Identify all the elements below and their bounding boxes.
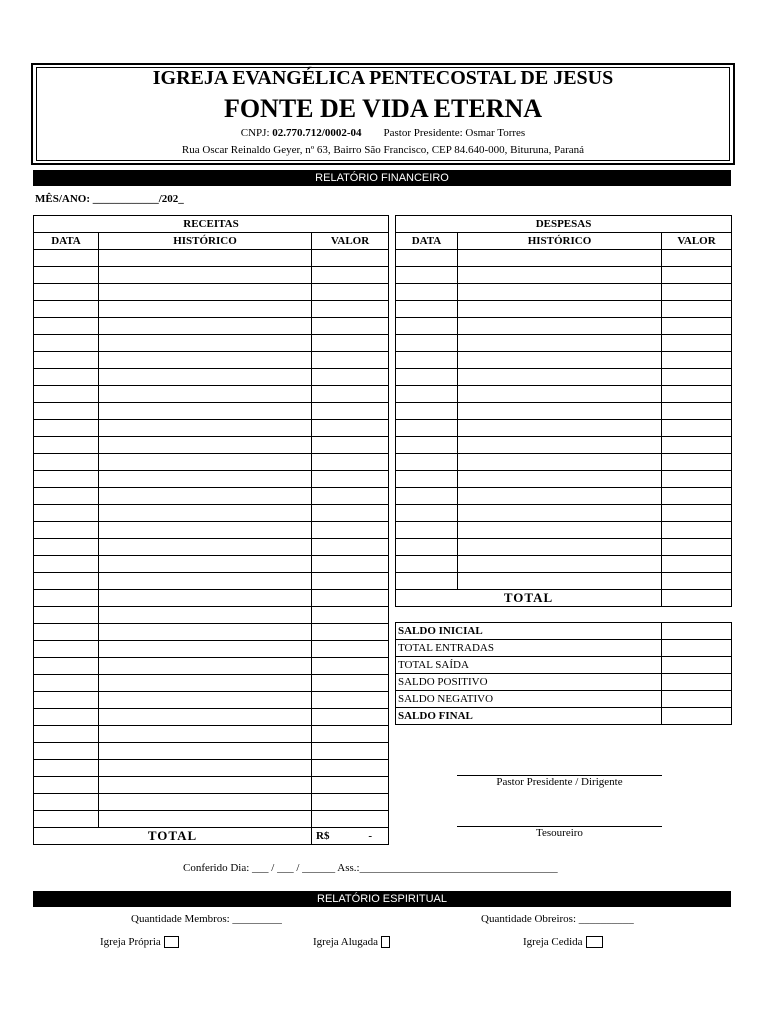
igreja-cedida-option[interactable] (523, 936, 603, 948)
despesas-row (396, 284, 732, 301)
saldo-row (396, 674, 732, 691)
despesas-cell-data[interactable] (396, 386, 458, 403)
saldo-row (396, 691, 732, 708)
receitas-cell-valor[interactable] (312, 437, 389, 454)
despesas-row (396, 454, 732, 471)
despesas-row (396, 488, 732, 505)
despesas-cell-valor[interactable] (662, 250, 732, 267)
receitas-cell-historico[interactable] (99, 573, 312, 590)
saldo-inicial-label: SALDO INICIAL (396, 623, 662, 640)
saldo-positivo-label: SALDO POSITIVO (396, 674, 662, 691)
receitas-cell-valor[interactable] (312, 471, 389, 488)
igreja-cedida-checkbox[interactable] (586, 936, 603, 948)
receitas-cell-data[interactable] (34, 760, 99, 777)
despesas-row (396, 556, 732, 573)
despesas-cell-valor[interactable] (662, 556, 732, 573)
despesas-cell-valor[interactable] (662, 454, 732, 471)
receitas-col-valor: VALOR (312, 233, 389, 250)
receitas-row (34, 726, 389, 743)
receitas-cell-historico[interactable] (99, 454, 312, 471)
receitas-row (34, 386, 389, 403)
receitas-cell-data[interactable] (34, 692, 99, 709)
conferido-line[interactable]: Conferido Dia: ___ / ___ / ______ Ass.:____________________________________ (183, 862, 558, 874)
receitas-cell-historico[interactable] (99, 352, 312, 369)
despesas-cell-historico[interactable] (458, 488, 662, 505)
despesas-row (396, 301, 732, 318)
receitas-cell-historico[interactable] (99, 335, 312, 352)
receitas-cell-valor[interactable] (312, 454, 389, 471)
saldo-table (395, 622, 732, 725)
igreja-alugada-checkbox[interactable] (381, 936, 390, 948)
receitas-cell-data[interactable] (34, 335, 99, 352)
despesas-cell-valor[interactable] (662, 386, 732, 403)
despesas-cell-valor[interactable] (662, 284, 732, 301)
receitas-cell-valor[interactable] (312, 607, 389, 624)
despesas-cell-historico[interactable] (458, 556, 662, 573)
address-line: Rua Oscar Reinaldo Geyer, nº 63, Bairro São Francisco, CEP 84.640-000, Bituruna, Paraná (181, 144, 585, 156)
receitas-cell-data[interactable] (34, 318, 99, 335)
receitas-cell-historico[interactable] (99, 488, 312, 505)
receitas-row (34, 437, 389, 454)
despesas-cell-data[interactable] (396, 454, 458, 471)
receitas-cell-valor[interactable] (312, 420, 389, 437)
receitas-title: RECEITAS (34, 216, 389, 233)
despesas-cell-historico[interactable] (458, 284, 662, 301)
despesas-cell-valor[interactable] (662, 505, 732, 522)
receitas-cell-historico[interactable] (99, 301, 312, 318)
receitas-cell-historico[interactable] (99, 811, 312, 828)
receitas-cell-valor[interactable] (312, 590, 389, 607)
despesas-row (396, 437, 732, 454)
receitas-cell-valor[interactable] (312, 301, 389, 318)
receitas-cell-data[interactable] (34, 709, 99, 726)
despesas-row (396, 539, 732, 556)
despesas-cell-historico[interactable] (458, 335, 662, 352)
receitas-row (34, 250, 389, 267)
church-title: IGREJA EVANGÉLICA PENTECOSTAL DE JESUS (152, 67, 614, 89)
receitas-col-historico: HISTÓRICO (99, 233, 312, 250)
receitas-row (34, 539, 389, 556)
receitas-header-row (34, 233, 389, 250)
receitas-cell-valor[interactable] (312, 369, 389, 386)
receitas-cell-valor[interactable] (312, 675, 389, 692)
receitas-cell-historico[interactable] (99, 641, 312, 658)
receitas-cell-data[interactable] (34, 488, 99, 505)
despesas-cell-historico[interactable] (458, 369, 662, 386)
despesas-row (396, 522, 732, 539)
receitas-cell-data[interactable] (34, 641, 99, 658)
receitas-cell-historico[interactable] (99, 624, 312, 641)
receitas-cell-valor[interactable] (312, 811, 389, 828)
receitas-total-row (34, 828, 389, 845)
despesas-row (396, 573, 732, 590)
despesas-cell-historico[interactable] (458, 301, 662, 318)
receitas-cell-valor[interactable] (312, 641, 389, 658)
despesas-row (396, 369, 732, 386)
receitas-row (34, 403, 389, 420)
receitas-row (34, 369, 389, 386)
despesas-cell-data[interactable] (396, 250, 458, 267)
despesas-cell-data[interactable] (396, 488, 458, 505)
despesas-cell-data[interactable] (396, 318, 458, 335)
receitas-row (34, 641, 389, 658)
receitas-cell-historico[interactable] (99, 471, 312, 488)
receitas-table (33, 215, 389, 845)
despesas-cell-valor[interactable] (662, 471, 732, 488)
saldo-inicial-value[interactable] (662, 623, 732, 640)
receitas-row (34, 573, 389, 590)
despesas-cell-data[interactable] (396, 556, 458, 573)
despesas-cell-valor[interactable] (662, 352, 732, 369)
receitas-cell-data[interactable] (34, 403, 99, 420)
saldo-negativo-label: SALDO NEGATIVO (396, 691, 662, 708)
despesas-cell-historico[interactable] (458, 267, 662, 284)
despesas-cell-valor[interactable] (662, 403, 732, 420)
despesas-cell-valor[interactable] (662, 267, 732, 284)
receitas-total-value: - (368, 830, 372, 842)
despesas-row (396, 420, 732, 437)
despesas-table (395, 215, 732, 607)
despesas-row (396, 250, 732, 267)
receitas-row (34, 352, 389, 369)
igreja-alugada-label: Igreja Alugada (313, 936, 379, 948)
receitas-cell-historico[interactable] (99, 539, 312, 556)
receitas-row (34, 335, 389, 352)
despesas-cell-valor[interactable] (662, 318, 732, 335)
receitas-cell-data[interactable] (34, 811, 99, 828)
receitas-cell-historico[interactable] (99, 777, 312, 794)
receitas-total-value-cell[interactable] (312, 828, 389, 845)
month-year-field[interactable]: MÊS/ANO: ____________/202_ (35, 193, 184, 205)
receitas-cell-data[interactable] (34, 539, 99, 556)
receitas-cell-data[interactable] (34, 777, 99, 794)
despesas-header-row (396, 233, 732, 250)
despesas-row (396, 352, 732, 369)
receitas-cell-valor[interactable] (312, 267, 389, 284)
receitas-cell-data[interactable] (34, 369, 99, 386)
despesas-col-valor: VALOR (662, 233, 732, 250)
receitas-cell-valor[interactable] (312, 624, 389, 641)
receitas-cell-data[interactable] (34, 573, 99, 590)
cnpj-line (0, 127, 766, 139)
receitas-cell-historico[interactable] (99, 692, 312, 709)
receitas-cell-historico[interactable] (99, 522, 312, 539)
receitas-cell-data[interactable] (34, 607, 99, 624)
despesas-cell-data[interactable] (396, 403, 458, 420)
receitas-cell-data[interactable] (34, 352, 99, 369)
despesas-col-historico: HISTÓRICO (458, 233, 662, 250)
despesas-cell-data[interactable] (396, 335, 458, 352)
receitas-cell-valor[interactable] (312, 318, 389, 335)
receitas-cell-historico[interactable] (99, 760, 312, 777)
despesas-cell-historico[interactable] (458, 403, 662, 420)
spiritual-report-bar: RELATÓRIO ESPIRITUAL (33, 891, 731, 907)
church-subtitle: FONTE DE VIDA ETERNA (223, 94, 543, 123)
igreja-alugada-option[interactable] (313, 936, 390, 948)
despesas-cell-data[interactable] (396, 437, 458, 454)
receitas-cell-valor[interactable] (312, 505, 389, 522)
receitas-cell-data[interactable] (34, 556, 99, 573)
despesas-cell-historico[interactable] (458, 471, 662, 488)
despesas-row (396, 403, 732, 420)
receitas-cell-historico[interactable] (99, 590, 312, 607)
receitas-cell-valor[interactable] (312, 539, 389, 556)
saldo-final-value[interactable] (662, 708, 732, 725)
despesas-cell-data[interactable] (396, 267, 458, 284)
despesas-cell-valor[interactable] (662, 437, 732, 454)
receitas-cell-valor[interactable] (312, 743, 389, 760)
receitas-title-row (34, 216, 389, 233)
quantidade-membros-field[interactable]: Quantidade Membros: _________ (131, 913, 282, 925)
receitas-cell-valor[interactable] (312, 726, 389, 743)
despesas-cell-historico[interactable] (458, 539, 662, 556)
receitas-cell-valor[interactable] (312, 488, 389, 505)
receitas-cell-data[interactable] (34, 522, 99, 539)
saldo-negativo-value[interactable] (662, 691, 732, 708)
receitas-cell-data[interactable] (34, 743, 99, 760)
despesas-total-row (396, 590, 732, 607)
despesas-cell-historico[interactable] (458, 505, 662, 522)
receitas-cell-valor[interactable] (312, 386, 389, 403)
receitas-cell-data[interactable] (34, 420, 99, 437)
total-entradas-label: TOTAL ENTRADAS (396, 640, 662, 657)
receitas-cell-historico[interactable] (99, 726, 312, 743)
receitas-cell-valor[interactable] (312, 284, 389, 301)
receitas-cell-historico[interactable] (99, 709, 312, 726)
receitas-cell-historico[interactable] (99, 675, 312, 692)
receitas-row (34, 420, 389, 437)
receitas-cell-valor[interactable] (312, 250, 389, 267)
saldo-positivo-value[interactable] (662, 674, 732, 691)
receitas-col-data: DATA (34, 233, 99, 250)
despesas-cell-historico[interactable] (458, 454, 662, 471)
despesas-cell-valor[interactable] (662, 420, 732, 437)
receitas-cell-valor[interactable] (312, 573, 389, 590)
receitas-row (34, 709, 389, 726)
receitas-cell-data[interactable] (34, 675, 99, 692)
despesas-cell-valor[interactable] (662, 335, 732, 352)
despesas-cell-data[interactable] (396, 284, 458, 301)
receitas-cell-valor[interactable] (312, 709, 389, 726)
receitas-row (34, 284, 389, 301)
receitas-cell-historico[interactable] (99, 250, 312, 267)
receitas-cell-historico[interactable] (99, 607, 312, 624)
receitas-row (34, 267, 389, 284)
igreja-cedida-label: Igreja Cedida (523, 936, 583, 948)
despesas-cell-valor[interactable] (662, 488, 732, 505)
receitas-cell-valor[interactable] (312, 692, 389, 709)
despesas-cell-historico[interactable] (458, 386, 662, 403)
receitas-row (34, 488, 389, 505)
receitas-row (34, 471, 389, 488)
despesas-row (396, 471, 732, 488)
total-saida-value[interactable] (662, 657, 732, 674)
despesas-cell-data[interactable] (396, 539, 458, 556)
receitas-cell-valor[interactable] (312, 522, 389, 539)
despesas-cell-data[interactable] (396, 420, 458, 437)
receitas-cell-historico[interactable] (99, 437, 312, 454)
igreja-propria-checkbox[interactable] (164, 936, 179, 948)
receitas-cell-data[interactable] (34, 658, 99, 675)
despesas-total-label: TOTAL (396, 590, 662, 607)
receitas-total-label: TOTAL (34, 828, 312, 845)
receitas-cell-historico[interactable] (99, 794, 312, 811)
despesas-cell-valor[interactable] (662, 573, 732, 590)
despesas-row (396, 267, 732, 284)
despesas-row (396, 505, 732, 522)
receitas-row (34, 590, 389, 607)
receitas-row (34, 624, 389, 641)
receitas-cell-historico[interactable] (99, 420, 312, 437)
receitas-cell-historico[interactable] (99, 743, 312, 760)
cnpj-value: 02.770.712/0002-04 (272, 127, 362, 139)
receitas-cell-valor[interactable] (312, 777, 389, 794)
saldo-final-label: SALDO FINAL (396, 708, 662, 725)
receitas-cell-data[interactable] (34, 267, 99, 284)
receitas-row (34, 505, 389, 522)
despesas-cell-historico[interactable] (458, 250, 662, 267)
igreja-propria-label: Igreja Própria (100, 936, 161, 948)
receitas-cell-historico[interactable] (99, 267, 312, 284)
receitas-row (34, 692, 389, 709)
receitas-cell-valor[interactable] (312, 794, 389, 811)
despesas-total-value-cell[interactable] (662, 590, 732, 607)
despesas-row (396, 335, 732, 352)
receitas-row (34, 556, 389, 573)
despesas-cell-data[interactable] (396, 352, 458, 369)
treasurer-signature-label: Tesoureiro (536, 827, 583, 839)
despesas-cell-data[interactable] (396, 301, 458, 318)
igreja-propria-option[interactable] (100, 936, 179, 948)
receitas-cell-data[interactable] (34, 386, 99, 403)
despesas-cell-data[interactable] (396, 369, 458, 386)
cnpj-label: CNPJ: (240, 127, 273, 139)
despesas-cell-historico[interactable] (458, 573, 662, 590)
total-saida-label: TOTAL SAÍDA (396, 657, 662, 674)
receitas-row (34, 794, 389, 811)
receitas-cell-data[interactable] (34, 726, 99, 743)
receitas-cell-historico[interactable] (99, 505, 312, 522)
despesas-cell-historico[interactable] (458, 420, 662, 437)
saldo-row (396, 708, 732, 725)
receitas-cell-data[interactable] (34, 301, 99, 318)
despesas-cell-data[interactable] (396, 505, 458, 522)
despesas-row (396, 386, 732, 403)
despesas-cell-historico[interactable] (458, 522, 662, 539)
receitas-row (34, 811, 389, 828)
receitas-cell-valor[interactable] (312, 403, 389, 420)
total-entradas-value[interactable] (662, 640, 732, 657)
receitas-cell-data[interactable] (34, 454, 99, 471)
despesas-cell-valor[interactable] (662, 539, 732, 556)
receitas-cell-data[interactable] (34, 437, 99, 454)
saldo-row (396, 640, 732, 657)
despesas-cell-historico[interactable] (458, 437, 662, 454)
receitas-cell-data[interactable] (34, 624, 99, 641)
despesas-cell-valor[interactable] (662, 301, 732, 318)
receitas-cell-valor[interactable] (312, 352, 389, 369)
receitas-cell-historico[interactable] (99, 386, 312, 403)
receitas-row (34, 777, 389, 794)
saldo-row (396, 623, 732, 640)
receitas-cell-data[interactable] (34, 250, 99, 267)
receitas-total-currency: R$ (316, 830, 330, 842)
receitas-row (34, 675, 389, 692)
saldo-row (396, 657, 732, 674)
despesas-title-row (396, 216, 732, 233)
despesas-cell-historico[interactable] (458, 318, 662, 335)
receitas-cell-valor[interactable] (312, 556, 389, 573)
despesas-cell-valor[interactable] (662, 369, 732, 386)
receitas-cell-historico[interactable] (99, 318, 312, 335)
receitas-row (34, 658, 389, 675)
receitas-cell-valor[interactable] (312, 760, 389, 777)
despesas-cell-historico[interactable] (458, 352, 662, 369)
receitas-cell-data[interactable] (34, 590, 99, 607)
despesas-row (396, 318, 732, 335)
receitas-row (34, 743, 389, 760)
receitas-row (34, 760, 389, 777)
financial-report-bar: RELATÓRIO FINANCEIRO (33, 170, 731, 186)
receitas-row (34, 301, 389, 318)
despesas-col-data: DATA (396, 233, 458, 250)
receitas-cell-valor[interactable] (312, 335, 389, 352)
receitas-cell-historico[interactable] (99, 403, 312, 420)
receitas-row (34, 318, 389, 335)
pastor-signature-label: Pastor Presidente / Dirigente (496, 776, 623, 788)
despesas-cell-data[interactable] (396, 573, 458, 590)
receitas-row (34, 454, 389, 471)
receitas-cell-historico[interactable] (99, 556, 312, 573)
receitas-row (34, 607, 389, 624)
receitas-cell-valor[interactable] (312, 658, 389, 675)
receitas-cell-historico[interactable] (99, 284, 312, 301)
despesas-cell-data[interactable] (396, 522, 458, 539)
receitas-cell-data[interactable] (34, 794, 99, 811)
receitas-cell-data[interactable] (34, 505, 99, 522)
despesas-title: DESPESAS (396, 216, 732, 233)
receitas-cell-historico[interactable] (99, 658, 312, 675)
pastor-president: Pastor Presidente: Osmar Torres (383, 127, 526, 139)
despesas-cell-valor[interactable] (662, 522, 732, 539)
receitas-cell-historico[interactable] (99, 369, 312, 386)
receitas-cell-data[interactable] (34, 471, 99, 488)
quantidade-obreiros-field[interactable]: Quantidade Obreiros: __________ (481, 913, 634, 925)
receitas-cell-data[interactable] (34, 284, 99, 301)
receitas-row (34, 522, 389, 539)
despesas-cell-data[interactable] (396, 471, 458, 488)
